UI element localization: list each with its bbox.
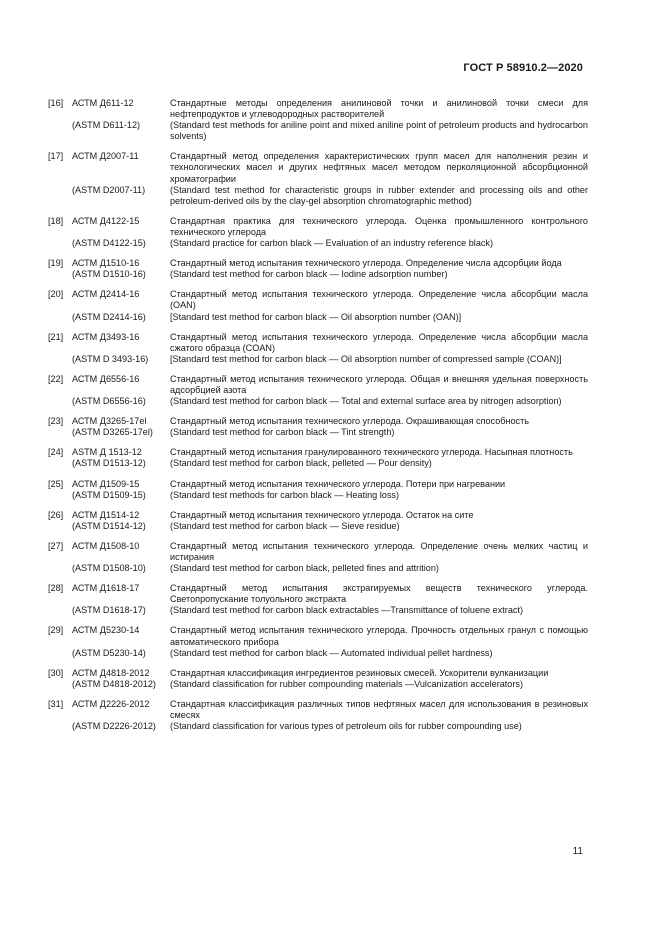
reference-number: [31] xyxy=(48,698,64,709)
reference-item xyxy=(48,699,588,732)
reference-item xyxy=(48,416,588,438)
reference-ru-code: АСТМ Д2007-11 xyxy=(72,151,139,162)
reference-en-code: (ASTM D 3493-16) xyxy=(72,353,149,364)
reference-en-title: (Standard test method for carbon black — Iodine adsorption number) xyxy=(170,269,448,280)
reference-item xyxy=(48,668,588,690)
reference-english-line xyxy=(48,563,588,574)
reference-russian-line xyxy=(48,625,588,647)
reference-en-title: (Standard test methods for carbon black — Heating loss) xyxy=(170,489,399,500)
reference-en-code: (ASTM D2007-11) xyxy=(72,184,146,195)
reference-en-title: (Standard test method for carbon black — Total and external surface area by nitrogen adsorption) xyxy=(170,396,562,407)
reference-en-code: (ASTM D1509-15) xyxy=(72,489,146,500)
page-number: 11 xyxy=(572,846,583,857)
reference-en-title: (Standard classification for rubber compounding materials —Vulcanization accelerators) xyxy=(170,678,523,689)
reference-item xyxy=(48,374,588,407)
reference-english-line xyxy=(48,312,588,323)
reference-en-title: (Standard test methods for aniline point and mixed aniline point of petroleum products and hydrocarbon solvents) xyxy=(170,120,588,142)
reference-en-title: (Standard test method for carbon black, pelleted fines and attrition) xyxy=(170,563,439,574)
reference-russian-line xyxy=(48,510,588,521)
reference-ru-title: Стандартный метод определения характеристических групп масел для наполнения резин и технологических масел и других нефтяных масел методом перколяционной абсорбционной хроматографии xyxy=(170,151,588,184)
reference-en-code: (ASTM D1618-17) xyxy=(72,605,146,616)
reference-ru-code: АСТМ Д2414-16 xyxy=(72,289,140,300)
reference-en-title: (Standard test method for carbon black — Sieve residue) xyxy=(170,520,400,531)
reference-en-title: [Standard test method for carbon black — Oil absorption number of compressed sample (COAN)] xyxy=(170,353,562,364)
reference-number: [18] xyxy=(48,215,64,226)
reference-ru-title: Стандартная классификация ингредиентов резиновых смесей. Ускорители вулканизации xyxy=(170,667,549,678)
reference-russian-line xyxy=(48,699,588,721)
reference-russian-line xyxy=(48,151,588,184)
reference-ru-title: Стандартная практика для технического углерода. Оценка промышленного контрольного технического углерода xyxy=(170,215,588,237)
reference-ru-title: Стандартный метод испытания технического углерода. Определение числа адсорбции йода xyxy=(170,258,562,269)
reference-item xyxy=(48,479,588,501)
reference-ru-title: Стандартный метод испытания технического углерода. Определение очень мелких частиц и истирания xyxy=(170,540,588,562)
reference-item xyxy=(48,151,588,206)
reference-en-title: (Standard test method for carbon black — Tint strength) xyxy=(170,427,395,438)
reference-item xyxy=(48,98,588,142)
reference-number: [25] xyxy=(48,478,64,489)
reference-english-line xyxy=(48,605,588,616)
reference-ru-title: Стандартный метод испытания технического углерода. Потери при нагревании xyxy=(170,478,506,489)
reference-russian-line xyxy=(48,332,588,354)
reference-ru-title: Стандартный метод испытания технического углерода. Окрашивающая способность xyxy=(170,416,530,427)
reference-english-line xyxy=(48,269,588,280)
reference-ru-title: Стандартный метод испытания технического углерода. Остаток на сите xyxy=(170,509,474,520)
reference-en-code: (ASTM D2414-16) xyxy=(72,311,146,322)
reference-ru-code: АСТМ Д611-12 xyxy=(72,98,134,108)
reference-russian-line xyxy=(48,583,588,605)
reference-ru-title: Стандартный метод испытания технического углерода. Определение числа абсорбции масла сжатого образца (COAN) xyxy=(170,331,588,353)
reference-en-title: (Standard test method for characteristic groups in rubber extender and processing oils and other petroleum-derived oils by the clay-gel absorption chromatographic method) xyxy=(170,184,588,206)
reference-english-line xyxy=(48,721,588,732)
reference-ru-title: Стандартный метод испытания экстрагируемых веществ технического углерода. Светопропускание толуольного экстракта xyxy=(170,583,588,605)
reference-ru-title: Стандартный метод испытания гранулированного технического углерода. Насыпная плотность xyxy=(170,447,573,458)
reference-russian-line xyxy=(48,541,588,563)
reference-en-code: (ASTM D6556-16) xyxy=(72,396,146,407)
reference-ru-code: АСТМ Д4818-2012 xyxy=(72,667,150,678)
reference-number: [16] xyxy=(48,98,64,108)
reference-ru-code: АСТМ Д2226-2012 xyxy=(72,698,150,709)
reference-item xyxy=(48,332,588,365)
reference-en-code: (ASTM D4122-15) xyxy=(72,238,146,249)
reference-en-title: (Standard test method for carbon black extractables —Transmittance of toluene extract) xyxy=(170,605,523,616)
reference-ru-code: АСТМ Д3493-16 xyxy=(72,331,140,342)
reference-english-line xyxy=(48,490,588,501)
reference-english-line xyxy=(48,238,588,249)
reference-item xyxy=(48,510,588,532)
reference-russian-line xyxy=(48,289,588,311)
reference-english-line xyxy=(48,354,588,365)
reference-ru-title: Стандартная классификация различных типов нефтяных масел для использования в резиновых смесях xyxy=(170,698,588,721)
reference-ru-code: АСТМ Д1618-17 xyxy=(72,583,140,594)
reference-number: [26] xyxy=(48,509,64,520)
reference-russian-line xyxy=(48,98,588,120)
reference-en-code: (ASTM D1508-10) xyxy=(72,563,146,574)
reference-russian-line xyxy=(48,258,588,269)
reference-en-code: (ASTM D3265-17el) xyxy=(72,427,153,438)
reference-list xyxy=(48,98,588,732)
reference-en-code: (ASTM D1510-16) xyxy=(72,269,146,280)
reference-item xyxy=(48,583,588,616)
document-id-header: ГОСТ Р 58910.2—2020 xyxy=(463,62,583,74)
reference-en-code: (ASTM D4818-2012) xyxy=(72,678,156,689)
reference-item xyxy=(48,447,588,469)
reference-russian-line xyxy=(48,479,588,490)
reference-en-code: (ASTM D2226-2012) xyxy=(72,721,156,732)
reference-ru-code: АСТМ Д1509-15 xyxy=(72,478,140,489)
reference-item xyxy=(48,258,588,280)
reference-number: [22] xyxy=(48,373,64,384)
reference-english-line xyxy=(48,679,588,690)
reference-number: [24] xyxy=(48,447,64,458)
reference-english-line xyxy=(48,427,588,438)
reference-ru-title: Стандартный метод испытания технического углерода. Определение числа абсорбции масла (OAN) xyxy=(170,289,588,311)
reference-en-code: (ASTM D5230-14) xyxy=(72,647,146,658)
reference-english-line xyxy=(48,521,588,532)
reference-en-code: (ASTM D1514-12) xyxy=(72,520,146,531)
reference-ru-code: ASTM Д 1513-12 xyxy=(72,447,142,458)
reference-number: [17] xyxy=(48,151,64,162)
reference-english-line xyxy=(48,185,588,207)
reference-ru-title: Стандартный метод испытания технического углерода. Общая и внешняя удельная поверхность адсорбцией азота xyxy=(170,373,588,395)
reference-english-line xyxy=(48,648,588,659)
reference-russian-line xyxy=(48,374,588,396)
reference-en-title: (Standard classification for various types of petroleum oils for rubber compounding use) xyxy=(170,721,522,732)
reference-item xyxy=(48,625,588,658)
reference-russian-line xyxy=(48,216,588,238)
reference-ru-code: АСТМ Д5230-14 xyxy=(72,625,140,636)
reference-number: [28] xyxy=(48,583,64,594)
reference-en-title: (Standard test method for carbon black — Automated individual pellet hardness) xyxy=(170,647,493,658)
reference-russian-line xyxy=(48,416,588,427)
reference-russian-line xyxy=(48,447,588,458)
reference-en-code: (ASTM D611-12) xyxy=(72,120,141,131)
reference-number: [19] xyxy=(48,258,64,269)
reference-en-code: (ASTM D1513-12) xyxy=(72,458,146,469)
reference-ru-code: АСТМ Д1510-16 xyxy=(72,258,140,269)
reference-ru-code: АСТМ Д3265-17el xyxy=(72,416,147,427)
reference-ru-code: АСТМ Д6556-16 xyxy=(72,373,140,384)
reference-en-title: (Standard practice for carbon black — Evaluation of an industry reference black) xyxy=(170,238,493,249)
reference-english-line xyxy=(48,120,588,142)
reference-english-line xyxy=(48,458,588,469)
reference-item xyxy=(48,216,588,249)
reference-ru-title: Стандартный метод испытания технического углерода. Прочность отдельных гранул с помощью автоматического прибора xyxy=(170,625,588,647)
reference-number: [20] xyxy=(48,289,64,300)
reference-ru-code: АСТМ Д1508-10 xyxy=(72,540,140,551)
reference-number: [21] xyxy=(48,331,64,342)
reference-ru-code: АСТМ Д4122-15 xyxy=(72,215,140,226)
reference-item xyxy=(48,289,588,322)
reference-item xyxy=(48,541,588,574)
reference-number: [29] xyxy=(48,625,64,636)
reference-english-line xyxy=(48,396,588,407)
reference-en-title: [Standard test method for carbon black — Oil absorption number (OAN)] xyxy=(170,311,462,322)
reference-russian-line xyxy=(48,668,588,679)
reference-ru-code: АСТМ Д1514-12 xyxy=(72,509,140,520)
reference-number: [27] xyxy=(48,540,64,551)
reference-ru-title: Стандартные методы определения анилиновой точки и анилиновой точки смеси для нефтепродуктов и углеводородных растворителей xyxy=(170,98,588,120)
reference-number: [23] xyxy=(48,416,64,427)
reference-en-title: (Standard test method for carbon black, pelleted — Pour density) xyxy=(170,458,432,469)
reference-number: [30] xyxy=(48,667,64,678)
